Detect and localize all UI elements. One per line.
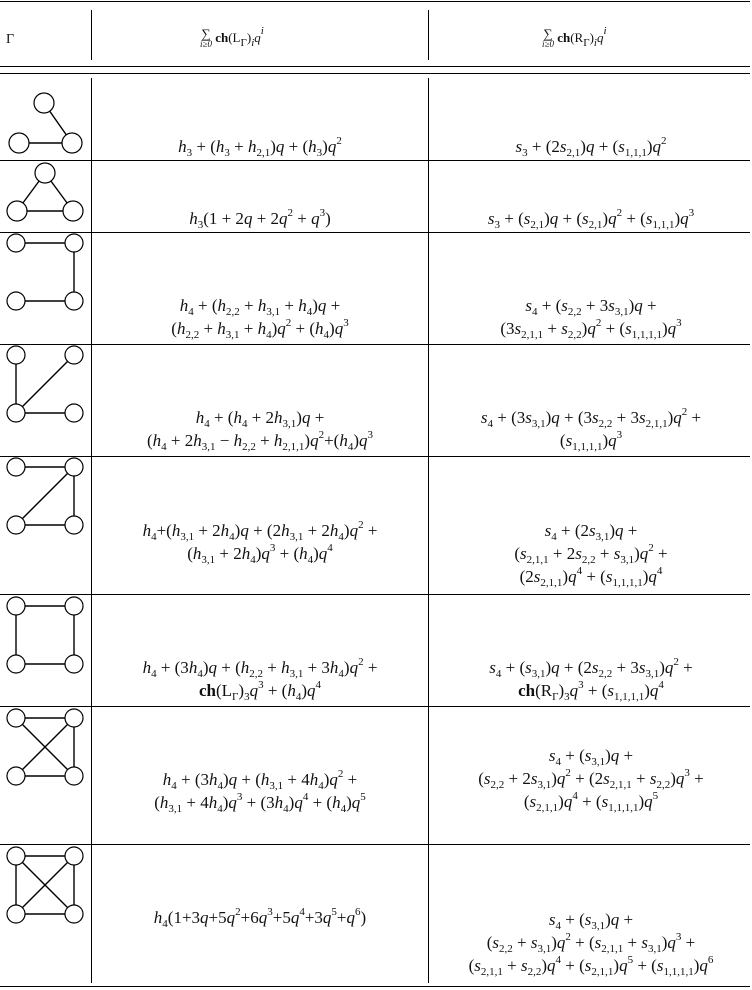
rule-row-5 xyxy=(0,594,750,595)
sum-operator-left: ∑ i≥0 xyxy=(200,26,212,49)
col-sep-body-1 xyxy=(91,78,92,983)
row-6-left: $h_4 + (3h_4)q + (h_{2,2} + h_{3,1} + 3h_4)q^2$ + $ch(L_\Gamma)_3q^3 + (h_4)q^4$ xyxy=(142,656,378,703)
row-5-right: $s_4 + (2s_{3,1})q$ + $(s_{2,1,1} + 2s_{2,2} + s_{3,1})q^2$ + $(2s_{2,1,1})q^4 + (s_{1,1,1,1})q^4$ xyxy=(514,521,668,589)
rule-body-top xyxy=(0,73,750,74)
rule-row-4 xyxy=(0,456,750,457)
graph-complete-4 xyxy=(0,846,90,926)
header-right: ∑ i≥0 $ch(R_\Gamma)_iq^i$ xyxy=(542,24,607,49)
row-4-right: $s_4 + (3s_{3,1})q + (3s_{2,2} + 3s_{2,1,1})q^2$ + $(s_{1,1,1,1})q^3$ xyxy=(480,406,702,453)
graph-path-3 xyxy=(0,86,90,158)
row-4-left: $h_4 + (h_4 + 2h_{3,1})q$ + $(h_4 + 2h_{3,1} - h_{2,2} + h_{2,1,1})q^2+(h_4)q^3$ xyxy=(146,408,374,453)
row-5-left: $h_4+(h_{3,1} + 2h_4)q + (2h_{3,1} + 2h_4)q^2$ + $(h_{3,1} + 2h_4)q^3 + (h_4)q^4$ xyxy=(142,519,378,566)
row-7-right: $s_4 + (s_{3,1})q$ + $(s_{2,2} + 2s_{3,1})q^2 + (2s_{2,1,1} + s_{2,2})q^3$ + $(s_{2,1,1})q^4 + (s_{1,1,1,1})q^5$ xyxy=(478,746,704,814)
graph-diamond xyxy=(0,708,90,788)
header-gamma: Γ xyxy=(6,32,15,47)
row-7-left: $h_4 + (3h_4)q + (h_{3,1} + 4h_4)q^2$ + $(h_{3,1} + 4h_4)q^3 + (3h_4)q^4 + (h_4)q^5$ xyxy=(154,768,366,815)
row-2-left: $h_3(1 + 2q + 2q^2 + q^3)$ xyxy=(189,207,331,231)
rule-top xyxy=(0,1,750,2)
row-3-right: $s_4 + (s_{2,2} + 3s_{3,1})q$ + $(3s_{2,1,1} + s_{2,2})q^2 + (s_{1,1,1,1})q^3$ xyxy=(500,296,682,341)
row-8-right: $s_4 + (s_{3,1})q$ + $(s_{2,2} + s_{3,1})q^2 + (s_{2,1,1} + s_{3,1})q^3$ + $(s_{2,1,1} + s_{2,2})q^4 + (s_{2,1,1})q^5 + (s_{1,1,1,1})q^6$ xyxy=(468,910,714,978)
row-3-left: $h_4 + (h_{2,2} + h_{3,1} + h_4)q$ + $(h_{2,2} + h_{3,1} + h_4)q^2 + (h_4)q^3$ xyxy=(171,296,349,341)
rule-row-3 xyxy=(0,344,750,345)
row-1-left: $h_3 + (h_3 + h_{2,1})q + (h_3)q^2$ xyxy=(178,135,342,159)
col-sep-body-2 xyxy=(428,78,429,983)
header-left: ∑ i≥0 $ch(L_\Gamma)_iq^i$ xyxy=(200,24,264,49)
rule-bottom xyxy=(0,986,750,987)
rule-row-2 xyxy=(0,232,750,233)
row-8-left: $h_4(1+3q+5q^2+6q^3+5q^4+3q^5+q^6)$ xyxy=(153,906,367,930)
col-sep-header-2 xyxy=(428,10,429,60)
graph-star xyxy=(0,345,90,425)
rule-row-6 xyxy=(0,706,750,707)
row-6-right: $s_4 + (s_{3,1})q + (2s_{2,2} + 3s_{3,1})q^2$ + $ch(R_\Gamma)_3q^3 + (s_{1,1,1,1})q^4$ xyxy=(489,656,693,703)
rule-header-bottom xyxy=(0,66,750,67)
graph-paw xyxy=(0,457,90,537)
graph-cycle-4 xyxy=(0,596,90,676)
col-sep-header-1 xyxy=(91,10,92,60)
rule-row-1 xyxy=(0,160,750,161)
row-2-right: $s_3 + (s_{2,1})q + (s_{2,1})q^2 + (s_{1,1,1})q^3$ xyxy=(487,207,695,231)
graph-triangle xyxy=(0,162,90,230)
rule-row-7 xyxy=(0,844,750,845)
sum-operator-right: ∑ i≥0 xyxy=(542,26,554,49)
row-1-right: $s_3 + (2s_{2,1})q + (s_{1,1,1})q^2$ xyxy=(515,135,667,159)
graph-path-4 xyxy=(0,233,90,313)
